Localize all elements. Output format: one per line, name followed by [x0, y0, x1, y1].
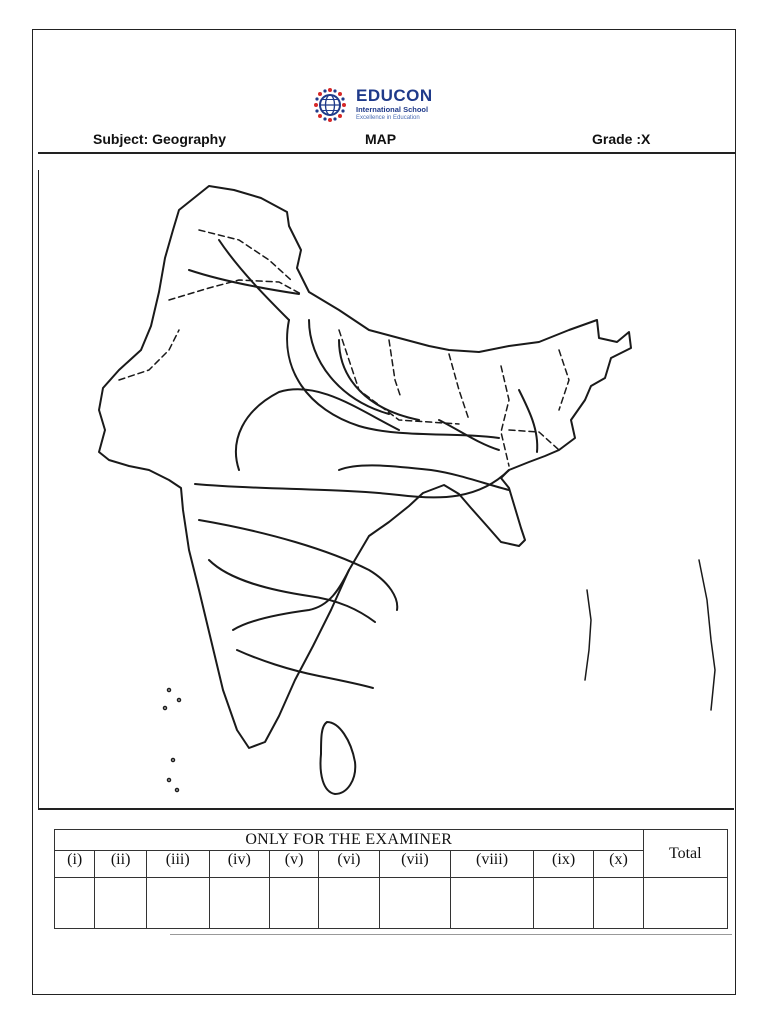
examiner-table-title: ONLY FOR THE EXAMINER: [55, 830, 644, 851]
column-header: (v): [269, 851, 318, 878]
logo-school-name: International School: [356, 105, 429, 114]
score-cell[interactable]: [209, 878, 269, 929]
header-divider: [38, 152, 735, 154]
school-logo: [314, 84, 434, 126]
score-cell[interactable]: [451, 878, 534, 929]
total-cell[interactable]: [643, 878, 727, 929]
score-cell[interactable]: [55, 878, 95, 929]
column-header: (vi): [319, 851, 379, 878]
grade-label: Grade :X: [592, 131, 651, 147]
column-header: (x): [594, 851, 643, 878]
map-area: [38, 170, 734, 810]
column-header: (ix): [533, 851, 593, 878]
column-header: (ii): [95, 851, 147, 878]
column-header: (iii): [146, 851, 209, 878]
column-header: (iv): [209, 851, 269, 878]
examiner-table: [54, 829, 728, 929]
score-cell[interactable]: [146, 878, 209, 929]
column-header: (i): [55, 851, 95, 878]
page-title: MAP: [365, 131, 397, 147]
subject-label: Subject: Geography: [93, 131, 227, 147]
score-cell[interactable]: [269, 878, 318, 929]
logo-tagline: Excellence in Education: [356, 115, 420, 121]
outline-map-of-india-icon: [39, 170, 735, 810]
total-header: Total: [643, 830, 727, 878]
score-cell[interactable]: [319, 878, 379, 929]
logo-name: EDUCON: [356, 86, 433, 105]
column-header: (vii): [379, 851, 451, 878]
bottom-divider: [170, 934, 732, 935]
score-cell[interactable]: [379, 878, 451, 929]
column-header: (viii): [451, 851, 534, 878]
india-outline: [99, 186, 631, 748]
score-cell[interactable]: [594, 878, 643, 929]
sri-lanka-outline: [321, 722, 356, 794]
score-cell[interactable]: [533, 878, 593, 929]
score-cell[interactable]: [95, 878, 147, 929]
globe-emblem-icon: [314, 84, 354, 126]
